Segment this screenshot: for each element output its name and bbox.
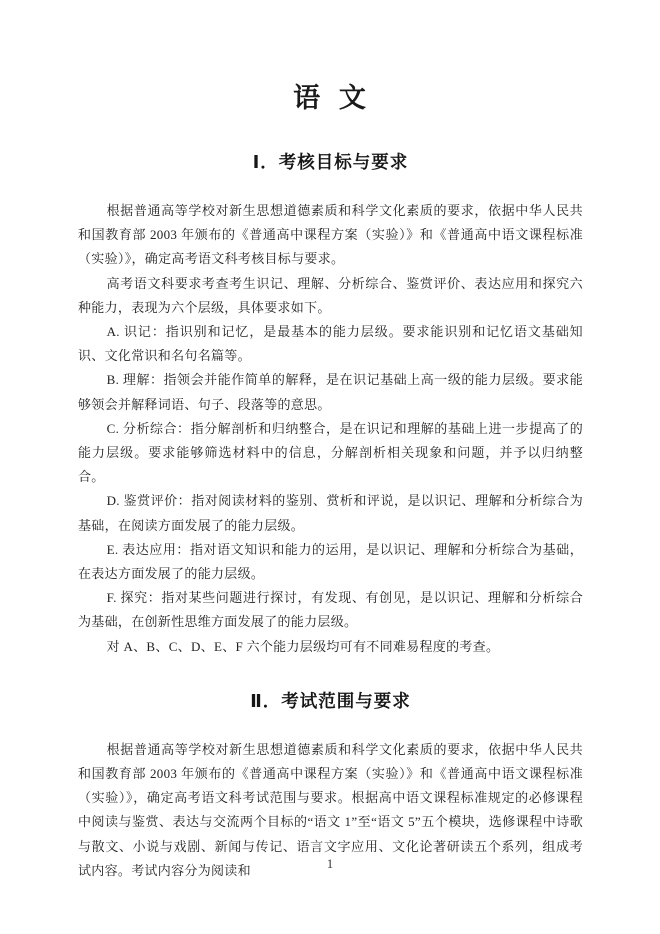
- section-1-body: [78, 199, 583, 659]
- paragraph: E. 表达应用：指对语文知识和能力的运用，是以识记、理解和分析综合为基础，在表达方面发展了的能力层级。: [78, 541, 583, 582]
- paragraph: 根据普通高等学校对新生思想道德素质和科学文化素质的要求，依据中华人民共和国教育部 2003 年颁布的《普通高中课程方案（实验）》和《普通高中语文课程标准（实验）》，确定高考语文科考试范围与要求。根据高中语文课程标准规定的必修课程中阅读与鉴赏、表达与交流两个目标的“语文 1”至“语文 5”五个模块，选修课程中诗歌与散文、小说与戏剧、新闻与传记、语言文字应用、文化论著研读五个系列，组成考试内容。考试内容分为阅读和: [78, 741, 583, 878]
- paragraph: C. 分析综合：指分解剖析和归纳整合，是在识记和理解的基础上进一步提高了的能力层级。要求能够筛选材料中的信息，分解剖析相关现象和问题，并予以归纳整合。: [78, 420, 583, 485]
- paragraph: 高考语文科要求考查考生识记、理解、分析综合、鉴赏评价、表达应用和探究六种能力，表现为六个层级，具体要求如下。: [78, 275, 583, 315]
- document-title: 语 文: [293, 83, 368, 113]
- paragraph: A. 识记：指识别和记忆，是最基本的能力层级。要求能识别和记忆语文基础知识、文化常识和名句名篇等。: [78, 324, 583, 364]
- paragraph: B. 理解：指领会并能作简单的解释，是在识记基础上高一级的能力层级。要求能够领会并解释词语、句子、段落等的意思。: [78, 372, 583, 412]
- section-1-heading: Ⅰ．考核目标与要求: [252, 152, 409, 172]
- paragraph: D. 鉴赏评价：指对阅读材料的鉴别、赏析和评说，是以识记、理解和分析综合为基础，在阅读方面发展了的能力层级。: [78, 493, 583, 533]
- paragraph: F. 探究：指对某些问题进行探讨，有发现、有创见，是以识记、理解和分析综合为基础，在创新性思维方面发展了的能力层级。: [78, 590, 583, 630]
- paragraph: 根据普通高等学校对新生思想道德素质和科学文化素质的要求，依据中华人民共和国教育部 2003 年颁布的《普通高中课程方案（实验）》和《普通高中语文课程标准（实验）》，确定高考语文科考核目标与要求。: [78, 203, 583, 267]
- section-2-heading: Ⅱ．考试范围与要求: [250, 690, 411, 711]
- paragraph: 对 A、B、C、D、E、F 六个能力层级均可有不同难易程度的考查。: [106, 638, 500, 654]
- page-number: 1: [326, 857, 334, 871]
